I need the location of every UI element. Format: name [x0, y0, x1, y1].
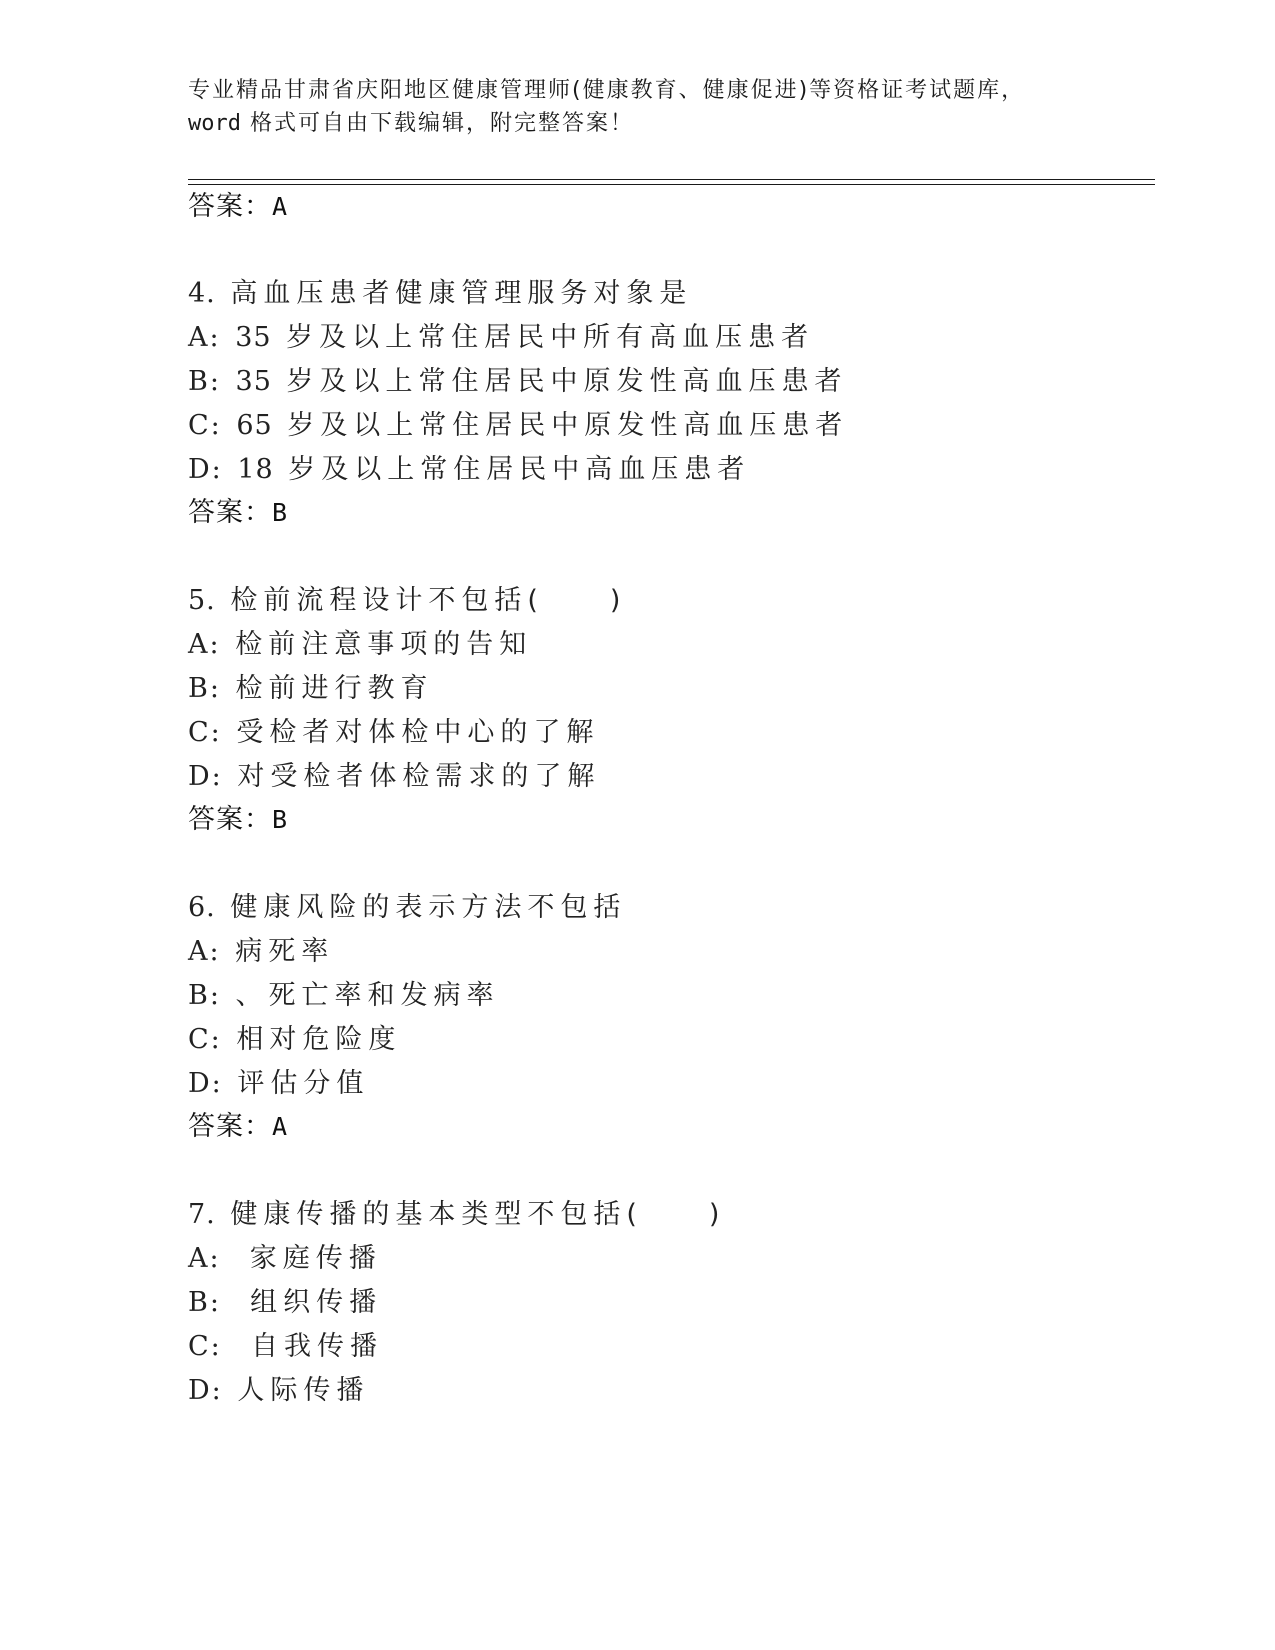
question-6-option-b [188, 979, 500, 1013]
question-text: 高血压患者健康管理服务对象是 [230, 278, 693, 309]
question-text: 健康传播的基本类型不包括( ) [230, 1199, 726, 1230]
question-7-stem [188, 1198, 725, 1232]
option-text: 相对危险度 [236, 1024, 402, 1055]
question-5-option-a [188, 628, 532, 662]
question-number: 7. [188, 1199, 216, 1230]
answer-q4 [188, 496, 287, 530]
question-text: 检前流程设计不包括( ) [230, 585, 627, 616]
answer-value: B [272, 498, 288, 527]
header-line-1: 专业精品甘肃省庆阳地区健康管理师(健康教育、健康促进)等资格证考试题库， [188, 78, 1026, 103]
option-text: 人际传播 [237, 1375, 370, 1406]
question-5-option-d [188, 760, 600, 794]
option-text: 、死亡率和发病率 [235, 980, 500, 1011]
option-text: 评估分值 [237, 1068, 370, 1099]
option-text: 岁及以上常住居民中高血压患者 [288, 454, 751, 485]
header-rule-top [188, 179, 1155, 180]
question-7-option-c [188, 1330, 383, 1364]
option-text: 自我传播 [236, 1331, 383, 1362]
option-tag: D: [188, 454, 223, 485]
question-7-option-a [188, 1242, 382, 1276]
option-tag: B: [188, 673, 221, 704]
question-5-option-c [188, 716, 599, 750]
option-text: 检前进行教育 [235, 673, 434, 704]
option-tag: A: [188, 629, 221, 660]
option-tag: C: [188, 410, 222, 441]
header-word: word [188, 111, 241, 136]
question-number: 6. [188, 892, 216, 923]
question-4-option-b [188, 365, 848, 399]
question-number: 4. [188, 278, 216, 309]
question-5-option-b [188, 672, 434, 706]
header-line-2 [188, 107, 1088, 140]
answer-label: 答案： [188, 1111, 272, 1142]
question-4-option-c [188, 409, 848, 443]
option-tag: C: [188, 1024, 222, 1055]
answer-label: 答案： [188, 497, 272, 528]
question-6-option-a [188, 935, 334, 969]
question-7-option-b [188, 1286, 382, 1320]
question-number: 5. [188, 585, 216, 616]
option-tag: B: [188, 980, 221, 1011]
option-tag: C: [188, 1331, 222, 1362]
option-tag: A: [188, 1243, 221, 1274]
option-tag: D: [188, 1068, 223, 1099]
option-tag: C: [188, 717, 222, 748]
question-6-stem [188, 891, 626, 925]
option-tag: D: [188, 761, 223, 792]
option-text: 岁及以上常住居民中所有高血压患者 [286, 322, 815, 353]
option-number: 18 [237, 454, 274, 485]
option-text: 病死率 [235, 936, 335, 967]
question-4-stem [188, 277, 692, 311]
option-tag: A: [188, 936, 221, 967]
question-7-option-d [188, 1374, 369, 1408]
option-tag: A: [188, 322, 221, 353]
question-4-option-a [188, 321, 814, 355]
option-number: 65 [236, 410, 273, 441]
question-text: 健康风险的表示方法不包括 [230, 892, 627, 923]
option-tag: B: [188, 1287, 221, 1318]
option-text: 岁及以上常住居民中原发性高血压患者 [287, 410, 849, 441]
answer-q6 [188, 1110, 287, 1144]
question-6-option-d [188, 1067, 369, 1101]
option-text: 受检者对体检中心的了解 [236, 717, 600, 748]
answer-value: A [272, 192, 288, 221]
option-text: 检前注意事项的告知 [235, 629, 533, 660]
option-number: 35 [235, 322, 272, 353]
option-text: 家庭传播 [235, 1243, 382, 1274]
option-text: 组织传播 [235, 1287, 383, 1318]
question-5-stem [188, 584, 626, 618]
document-header [188, 74, 1088, 140]
option-number: 35 [235, 366, 272, 397]
option-text: 对受检者体检需求的了解 [237, 761, 601, 792]
answer-value: B [272, 805, 288, 834]
question-4-option-d [188, 453, 750, 487]
option-tag: B: [188, 366, 221, 397]
question-6-option-c [188, 1023, 401, 1057]
answer-value: A [272, 1112, 288, 1141]
option-text: 岁及以上常住居民中原发性高血压患者 [286, 366, 848, 397]
answer-q5 [188, 803, 287, 837]
answer-label: 答案： [188, 191, 272, 222]
answer-q3 [188, 190, 287, 224]
header-line-2-rest: 格式可自由下载编辑，附完整答案！ [240, 111, 634, 136]
answer-label: 答案： [188, 804, 272, 835]
header-rule-bottom [188, 184, 1155, 185]
option-tag: D: [188, 1375, 223, 1406]
